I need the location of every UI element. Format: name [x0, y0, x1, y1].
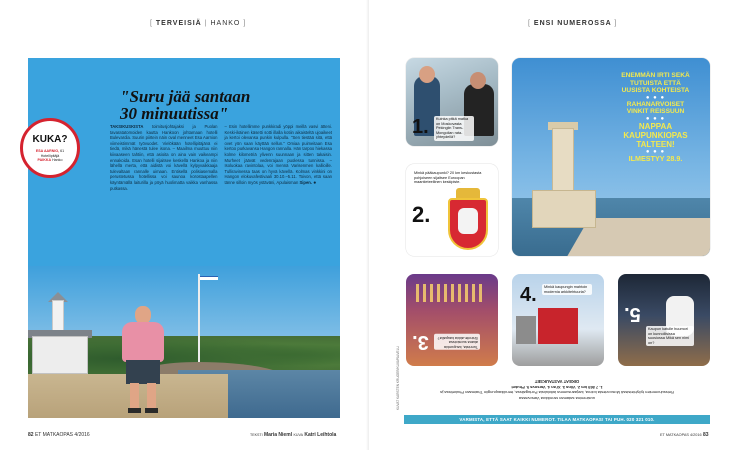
quiz-5-number: 5.	[624, 303, 641, 325]
promo-line: VINKIT REISSUUN	[626, 108, 685, 116]
promo-line: ENEMMÄN IRTI SEKÄ	[621, 72, 690, 79]
left-magazine-name: ET MATKAOPAS 4/2016	[34, 432, 90, 438]
quiz-1-caption: Kuinka pitkä matka on Moskovasta Pekingiin Trans-Mongolian rata-yhteydellä?	[434, 116, 474, 141]
article-body	[110, 124, 332, 191]
article-column-2-text: – Esin hotellimme punkkiradi yöppi meillä vasvi ätteni. Keski-ikäinen käsetti sotti illalla kotiin aikaisteltä ujoaikeet ja kertoi olevansa punkin kulpulla. "Sen tiestää sitä, että ovet yön saan käyttää sellun." Omiaa puimeitaan Esa kertoo purkavansa Hangon rannalla. Hän tarpoo hiekassa kolme kilometriä ylivenn suunnaan ja sitten takaisin. Murheet jäävät vedenrajaan puolessa tunnissa. – Isoluokaa ravintolaa, voi mennä Varisenmen kallioille. Tulliravinessa taas on hyvä kävellä. Kolmas vinkkini on Hangon elokuvafestivaali 30.10.–5.11. Toivon, että saan tänne silloin myös ystäväni, Apulaisman	[224, 124, 332, 185]
article-lead-word: TAKSIKUSKISTA	[110, 124, 144, 129]
quiz-card-5	[618, 274, 710, 366]
man-shoe	[128, 408, 141, 413]
right-section-head	[528, 20, 617, 27]
dots-divider-icon: ● ● ●	[645, 94, 666, 101]
quiz-3-caption: Tunnista, kaupunkia akana suosioissa Shiroite-akkia kaupalla?	[434, 334, 480, 350]
text-credit-name: Maria Nieml	[263, 432, 293, 438]
man-leg	[130, 383, 139, 409]
photo-villa	[32, 300, 88, 374]
right-page-number: 83	[702, 432, 709, 438]
kuka-title: KUKA?	[32, 134, 68, 145]
man-leg	[147, 383, 156, 409]
kuka-place-line	[23, 158, 77, 162]
kuka-age: 61	[60, 149, 65, 153]
kuka-name: ESA AARNIO,	[35, 149, 60, 153]
kuka-role: Hotellipitäjä	[40, 153, 60, 158]
promo-line: RAHANARVOISET	[626, 100, 685, 108]
man-shirt	[122, 322, 164, 362]
article-column-1	[110, 124, 218, 191]
promo-line: UUSISTA KOHTEISTA	[621, 87, 690, 95]
text-credit-label: TEKSTI	[250, 433, 263, 437]
promo-date: ILMESTYY 28.9.	[628, 153, 683, 163]
left-section-head	[150, 20, 246, 27]
right-folio	[660, 432, 709, 438]
kuka-badge	[20, 118, 80, 178]
grey-building	[516, 316, 536, 344]
subscription-bar: VARMISTA, ETTÄ SAAT KAIKKI NUMEROT. TILAA MATKAOPAS! TAI PUH. 020 321 010.	[404, 415, 710, 424]
quiz-card-1	[406, 58, 498, 146]
left-page-number: 82	[28, 432, 34, 438]
quiz-4-number: 4.	[520, 284, 537, 306]
photo-flag	[200, 276, 218, 280]
quiz-card-4	[512, 274, 604, 366]
end-mark-icon: ●	[313, 179, 317, 186]
quiz-answers	[402, 378, 712, 401]
photo-credit-label: KUVA	[293, 433, 303, 437]
promo-line: NAPPAA	[638, 121, 673, 131]
quiz-1-number: 1.	[412, 116, 429, 138]
section-label: ENSI NUMEROSSA	[533, 20, 612, 27]
article-end-name: Sipen.	[299, 179, 313, 185]
bus-person-1-head	[419, 66, 435, 83]
bracket-open: [	[150, 20, 153, 27]
bracket-close: ]	[614, 20, 618, 27]
article-box	[28, 58, 340, 418]
kuka-place-label: PAIKKA	[37, 158, 52, 162]
belem-tower	[532, 128, 596, 228]
article-column-1-text: toimitusjohtajaksi ja Puolan tavaratatomoiden kautta Hankoon johtamaan hotelli Bulevardia. Suurin piirtein näin oval menneet Esa Aarnion viimeistimmät työvuodet. Vielökään hotellipitäjänä ei tiedä, mikä hänestä tulee isona. – Maailma muuttuu niin kiivaaseen tahtiin, että asioita on aina vain vaikeampi ennakoida. Esan hotelli sijaitsee keskellä Hankoa ja niin lähellä merta, että aidistä voi kävellä kylpyvaikkaaja tulevaltaan rannalle uimaan. Entisellä polisiasemalla perustetussa hotellissa voi saunoa korostaapellen käyntämällä laiturilla ja pöyä huolimatta vaikka vanhassa putkassa.	[110, 124, 218, 191]
crown-icon	[456, 188, 480, 198]
article-photo	[28, 266, 340, 418]
dots-divider-icon: ● ● ●	[645, 148, 666, 155]
right-magazine-name: ET MATKAOPAS 4/2016	[660, 433, 702, 437]
answers-list: 1. 7 865 km 2. Vilna 3. Xi'an 4. Varsova 5. Phuket	[511, 384, 603, 390]
section-separator: |	[204, 20, 208, 27]
quiz-2-number: 2.	[412, 202, 431, 227]
promo-line: TUTUISTA ETTÄ	[630, 79, 681, 87]
bracket-close: ]	[243, 20, 247, 27]
promo-line: KAUPUNKIOPAS	[623, 130, 688, 140]
photo-side-credit: KUVAT KARSTEN KRUGER/KUVAPALVELU	[396, 346, 400, 410]
answers-line: Reissuhommien työyhteisissä Moscoviesta koiroa, karjaansumma laitoluksia Portugalissa, trendikaupungiin Thaimaan Phuketissa ja	[440, 390, 674, 396]
quiz-card-2	[406, 164, 498, 256]
tower-base	[532, 190, 596, 228]
article-headline: "Suru jää santaan 30 minuutissa"	[120, 87, 251, 123]
quiz-4-caption: Minkä kaupungin mahtoin modernia arkkitehtuuria?	[542, 284, 592, 295]
dots-divider-icon: ● ● ●	[645, 115, 666, 122]
promo-text	[608, 72, 703, 163]
photo-credit-name: Katri Leihtola	[304, 432, 337, 438]
quiz-5-caption: Kaupun katulle huumori on kunnollisissa suosiossa Mikä sen nimi on?	[646, 326, 694, 346]
photo-flagpole	[198, 274, 200, 362]
quiz-3-number: 3.	[412, 331, 429, 353]
bracket-open: [	[528, 20, 531, 27]
answers-line: uusimmina sataman rannikkoa Varsovassa	[519, 395, 595, 401]
promo-card	[512, 58, 710, 256]
promo-line: TALTEEN!	[636, 139, 675, 149]
bus-person-2-head	[470, 72, 486, 89]
villa-body	[32, 336, 88, 374]
red-building	[538, 308, 578, 344]
left-folio	[28, 432, 90, 438]
man-shoe	[145, 408, 158, 413]
section-label: TERVEISIÄ	[155, 20, 202, 27]
man-shorts	[126, 360, 160, 384]
article-column-2	[225, 124, 333, 191]
answers-header: OIKEAT VASTAUKSET	[534, 379, 580, 384]
photo-man	[118, 306, 170, 416]
quiz-card-3	[406, 274, 498, 366]
lanterns	[416, 284, 486, 302]
kuka-place: Hanko	[52, 158, 63, 162]
section-name: HANKO	[210, 20, 241, 27]
credits	[250, 432, 336, 438]
quiz-2-caption: Minkä pääkaupunki? 20 km keskustasta pohjoiseen sijaitsee Euroopan maantieteellinen keskipiste.	[414, 171, 482, 185]
rider-icon	[458, 208, 478, 234]
